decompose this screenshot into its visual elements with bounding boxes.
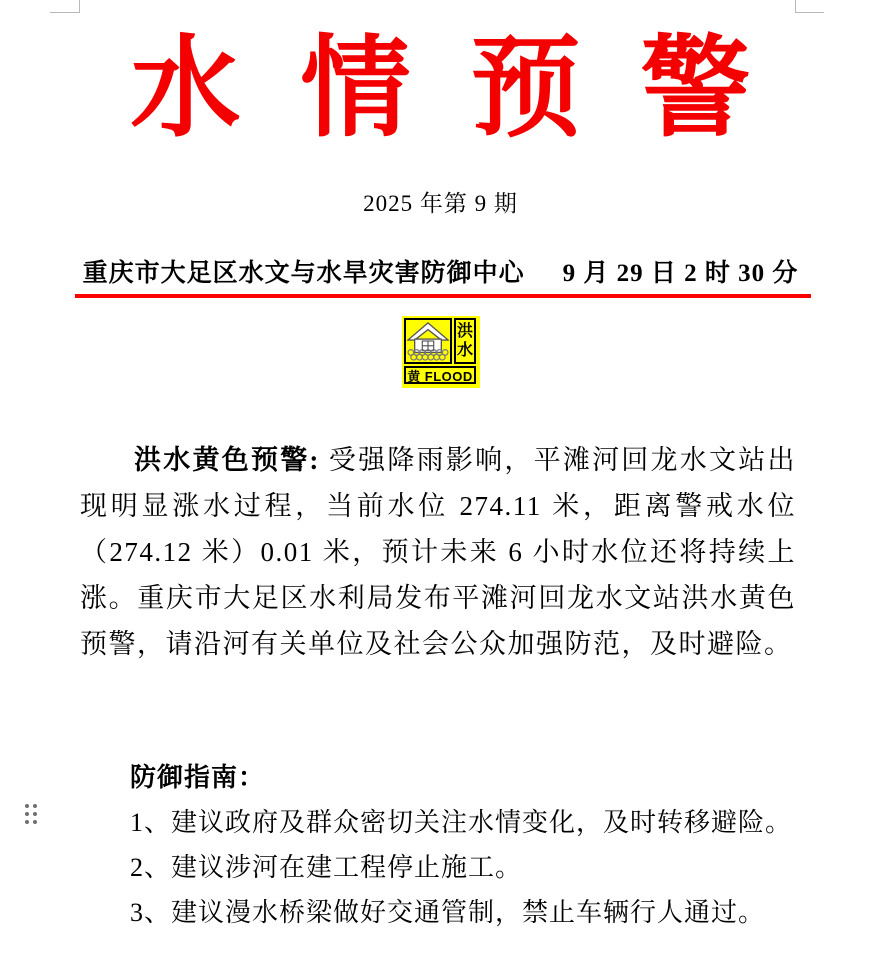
warning-body-text: 受强降雨影响，平滩河回龙水文站出现明显涨水过程，当前水位 274.11 米，距离警戒水位（274.12 米）0.01 米，预计未来 6 小时水位还将持续上涨。重庆市大足区水利局发布平滩河回龙水文站洪水黄色预警，请沿河有关单位及社会公众加强防范，及时避险。 xyxy=(80,445,797,659)
flood-house-icon xyxy=(404,318,452,364)
page-margin-mark-top-left xyxy=(50,0,80,13)
defense-guide-item-2: 2、建议涉河在建工程停止施工。 xyxy=(130,853,523,882)
warning-paragraph xyxy=(80,437,796,667)
defense-guide-item-1: 1、建议政府及群众密切关注水情变化，及时转移避险。 xyxy=(130,808,793,837)
defense-guide-item-3: 3、建议漫水桥梁做好交通管制，禁止车辆行人通过。 xyxy=(130,898,766,927)
red-divider-rule xyxy=(75,294,811,298)
document-title: 水情预警 xyxy=(130,23,811,152)
issue-datetime: 9 月 29 日 2 时 30 分 xyxy=(562,260,799,287)
drag-handle-icon[interactable] xyxy=(25,804,37,824)
issuing-org-line xyxy=(0,256,881,292)
badge-char-hong: 洪 xyxy=(456,323,473,340)
issue-number: 2025 年第 9 期 xyxy=(363,191,518,216)
defense-guide xyxy=(80,755,796,935)
warning-lead: 洪水黄色预警: xyxy=(134,445,320,475)
flood-yellow-warning-badge xyxy=(402,316,480,388)
badge-level-label: 黄 FLOOD xyxy=(404,366,476,384)
defense-guide-heading: 防御指南： xyxy=(130,763,266,792)
badge-flood-label xyxy=(454,318,476,364)
issuing-org: 重庆市大足区水文与水旱灾害防御中心 xyxy=(82,260,525,287)
page-margin-mark-top-right xyxy=(795,0,824,13)
badge-char-shui: 水 xyxy=(456,342,473,359)
